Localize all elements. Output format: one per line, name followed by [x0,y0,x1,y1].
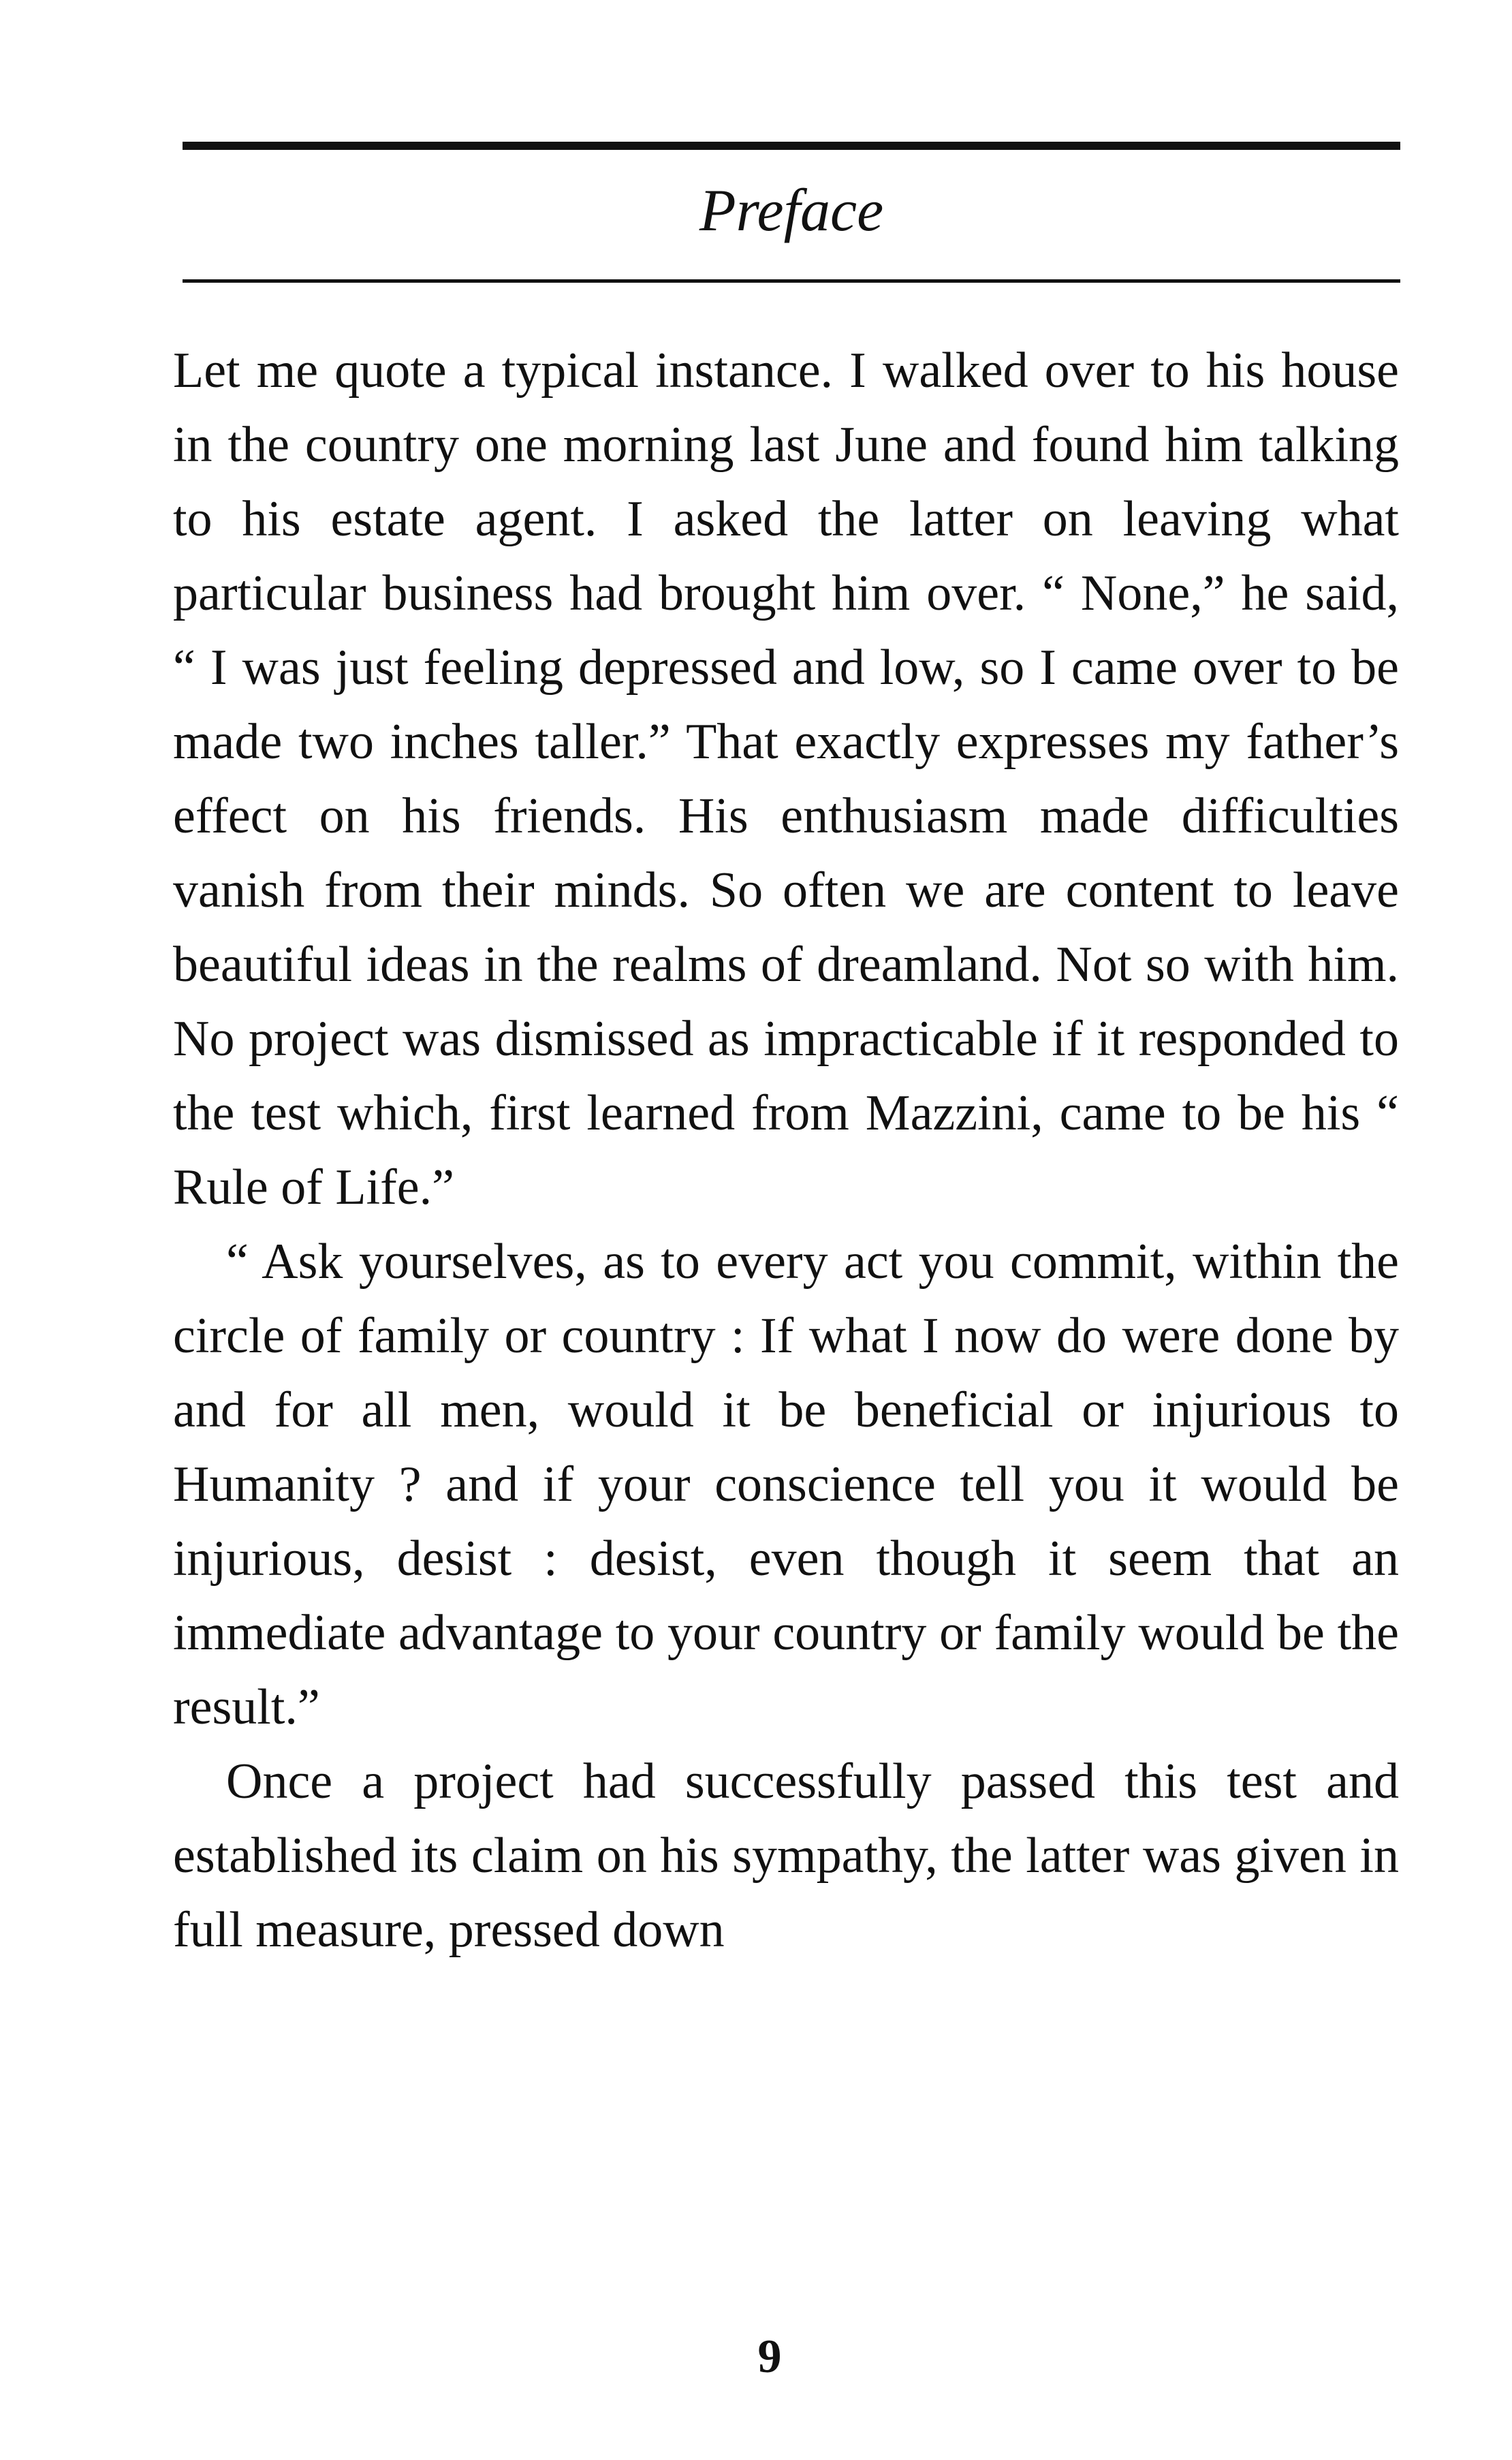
paragraph-1: Let me quote a typical instance. I walked over to his house in the country one morning last June and found him talking to his estate agent. I asked the latter on leaving what particular business had brought him over. “ None,” he said, “ I was just feeling depressed and low, so I came over to be made two inches taller.” That exactly expresses my father’s effect on his friends. His enthusiasm made difficulties vanish from their minds. So often we are content to leave beautiful ideas in the realms of dreamland. Not so with him. No project was dismissed as impracticable if it responded to the test which, first learned from Mazzini, came to be his “ Rule of Life.” [173,343,1399,1215]
running-title: Preface [699,178,884,244]
paragraph-3: Once a project had successfully passed this test and established its claim on his sympathy, the latter was given in full measure, pressed down [173,1754,1399,1958]
body-text [173,334,1399,1967]
header-rule-thick [183,142,1400,150]
paragraph-2: “ Ask yourselves, as to every act you commit, within the circle of family or country : If what I now do were done by and for all men, would it be beneficial or injurious to Humanity ? and if your conscience tell you it would be injurious, desist : desist, even though it seem that an immediate advantage to your country or family would be the result.” [173,1234,1399,1735]
header-rule-thin [183,279,1400,283]
page-number: 9 [757,2331,782,2383]
